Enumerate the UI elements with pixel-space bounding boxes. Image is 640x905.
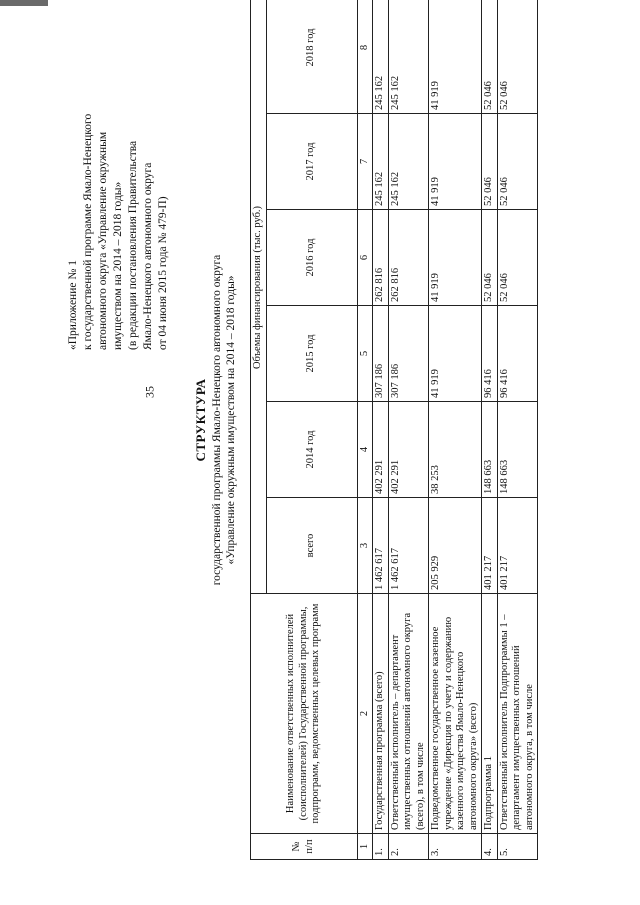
cell-2018: 52 046 bbox=[482, 0, 498, 114]
cell-2014: 148 663 bbox=[482, 402, 498, 498]
annex-note bbox=[66, 20, 171, 350]
cell-2015: 96 416 bbox=[497, 306, 538, 402]
header-year: 2015 год bbox=[266, 306, 357, 402]
column-number: 5 bbox=[357, 306, 373, 402]
cell-2014: 148 663 bbox=[497, 402, 538, 498]
header-volumes: Объемы финансирования (тыс. руб.) bbox=[251, 0, 267, 594]
cell-2015: 307 186 bbox=[373, 306, 389, 402]
title-heading: СТРУКТУРА bbox=[193, 378, 208, 462]
header-year: 2017 год bbox=[266, 114, 357, 210]
cell-2016: 41 919 bbox=[429, 210, 482, 306]
title-line: «Управление окружным имуществом на 2014 – 2018 годы» bbox=[225, 275, 237, 565]
header-total: всего bbox=[266, 498, 357, 594]
row-name: Ответственный исполнитель Подпрограммы 1 – департамент имущественных отношений автономного округа, в том числе bbox=[497, 594, 538, 834]
annex-line: от 04 июня 2015 года № 479-П) bbox=[157, 196, 169, 350]
annex-line: автономного округа «Управление окружным bbox=[97, 131, 109, 350]
annex-line: имуществом на 2014 – 2018 годы» bbox=[112, 181, 124, 350]
header-year: 2014 год bbox=[266, 402, 357, 498]
cell-2017: 52 046 bbox=[482, 114, 498, 210]
cell-2018: 41 919 bbox=[429, 0, 482, 114]
cell-2014: 402 291 bbox=[373, 402, 389, 498]
cell-2017: 52 046 bbox=[497, 114, 538, 210]
cell-2016: 52 046 bbox=[482, 210, 498, 306]
annex-line: (в редакции постановления Правительства bbox=[127, 140, 139, 350]
column-number: 3 bbox=[357, 498, 373, 594]
column-number: 6 bbox=[357, 210, 373, 306]
header-num: № п/п bbox=[251, 834, 358, 860]
cell-2016: 262 816 bbox=[373, 210, 389, 306]
cell-2017: 41 919 bbox=[429, 114, 482, 210]
cell-total: 1 462 617 bbox=[373, 498, 389, 594]
header-row bbox=[251, 0, 267, 860]
cell-total: 401 217 bbox=[497, 498, 538, 594]
header-year: 2016 год bbox=[266, 210, 357, 306]
cell-2018: 245 162 bbox=[388, 0, 429, 114]
cell-2015: 41 919 bbox=[429, 306, 482, 402]
annex-line: «Приложение № 1 bbox=[67, 260, 79, 350]
cell-2016: 52 046 bbox=[497, 210, 538, 306]
row-name: Подведомственное государственное казенное учреждение «Дирекция по учету и содержанию казенного имущества Ямало-Ненецкого автономного округа» (всего) bbox=[429, 594, 482, 834]
cell-2014: 402 291 bbox=[388, 402, 429, 498]
column-number: 4 bbox=[357, 402, 373, 498]
row-name: Подпрограмма 1 bbox=[482, 594, 498, 834]
column-number-row bbox=[357, 0, 373, 860]
table-row bbox=[482, 0, 498, 860]
rotated-page-content bbox=[52, 0, 552, 860]
cell-2017: 245 162 bbox=[373, 114, 389, 210]
column-number: 7 bbox=[357, 114, 373, 210]
column-number: 2 bbox=[357, 594, 373, 834]
funding-structure-table bbox=[250, 0, 538, 860]
column-number: 1 bbox=[357, 834, 373, 860]
row-number: 3. bbox=[429, 834, 482, 860]
header-name: Наименование ответственных исполнителей (соисполнителей) Государственной программы, подпрограмм, ведомственных целевых программ bbox=[251, 594, 358, 834]
table-row bbox=[497, 0, 538, 860]
cell-total: 1 462 617 bbox=[388, 498, 429, 594]
cell-2015: 307 186 bbox=[388, 306, 429, 402]
document-title bbox=[194, 0, 238, 860]
row-number: 2. bbox=[388, 834, 429, 860]
row-number: 5. bbox=[497, 834, 538, 860]
annex-line: к государственной программе Ямало-Ненецкого bbox=[82, 113, 94, 350]
cell-total: 205 929 bbox=[429, 498, 482, 594]
row-name: Государственная программа (всего) bbox=[373, 594, 389, 834]
table-row bbox=[373, 0, 389, 860]
scan-edge-mark bbox=[0, 0, 48, 6]
row-name: Ответственный исполнитель – департамент имущественных отношений автономного округа (всего), в том числе bbox=[388, 594, 429, 834]
column-number: 8 bbox=[357, 0, 373, 114]
title-line: государственной программы Ямало-Ненецкого автономного округа bbox=[211, 254, 223, 586]
cell-2018: 52 046 bbox=[497, 0, 538, 114]
cell-2014: 38 253 bbox=[429, 402, 482, 498]
row-number: 4. bbox=[482, 834, 498, 860]
header-year: 2018 год bbox=[266, 0, 357, 114]
cell-2018: 245 162 bbox=[373, 0, 389, 114]
annex-line: Ямало-Ненецкого автономного округа bbox=[142, 162, 154, 350]
cell-2017: 245 162 bbox=[388, 114, 429, 210]
table-row bbox=[388, 0, 429, 860]
cell-2015: 96 416 bbox=[482, 306, 498, 402]
table-row bbox=[429, 0, 482, 860]
cell-2016: 262 816 bbox=[388, 210, 429, 306]
row-number: 1. bbox=[373, 834, 389, 860]
cell-total: 401 217 bbox=[482, 498, 498, 594]
